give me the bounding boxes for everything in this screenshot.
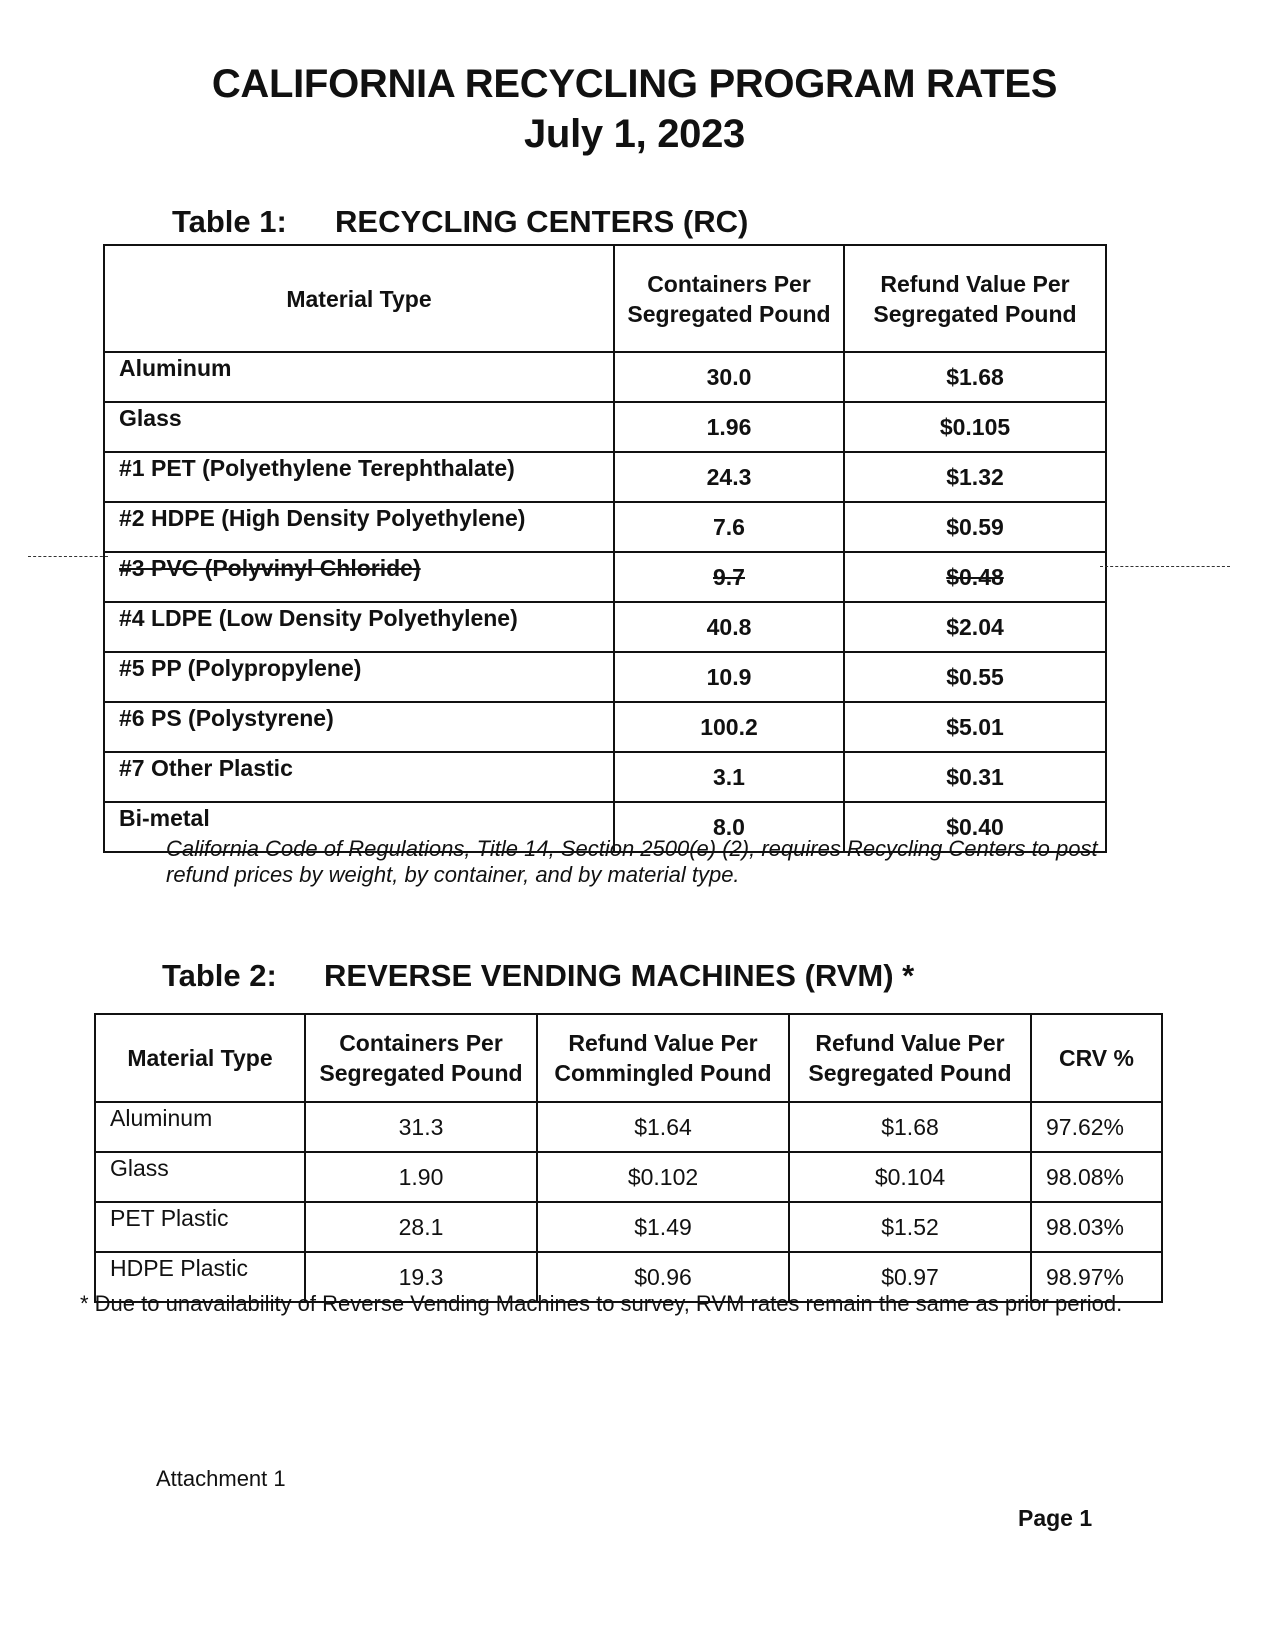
cell-text: Bi-metal	[119, 805, 210, 831]
refund-cell	[844, 452, 1106, 502]
table1-name: RECYCLING CENTERS (RC)	[335, 204, 749, 239]
containers-cell	[614, 402, 844, 452]
column-header: Material Type	[95, 1014, 305, 1102]
column-header: Material Type	[104, 245, 614, 352]
document-date: July 1, 2023	[523, 112, 745, 156]
column-header: Containers Per Segregated Pound	[305, 1014, 537, 1102]
containers-cell	[614, 502, 844, 552]
material-cell	[104, 502, 614, 552]
table-row	[104, 402, 1106, 452]
crv-cell: 98.08%	[1031, 1152, 1162, 1202]
material-cell: Aluminum	[95, 1102, 305, 1152]
material-cell	[104, 402, 614, 452]
material-cell: Glass	[95, 1152, 305, 1202]
cell-text: #7 Other Plastic	[119, 755, 293, 781]
cell-text: 10.9	[706, 663, 752, 690]
containers-cell	[614, 652, 844, 702]
material-cell	[104, 452, 614, 502]
table-header-row	[95, 1014, 1162, 1102]
table-row	[104, 352, 1106, 402]
segregated-cell: $0.104	[789, 1152, 1031, 1202]
cell-text: Glass	[119, 405, 182, 431]
document-title: CALIFORNIA RECYCLING PROGRAM RATES	[211, 62, 1058, 106]
refund-cell	[844, 752, 1106, 802]
cell-text: 24.3	[706, 463, 752, 490]
cell-text: #4 LDPE (Low Density Polyethylene)	[119, 605, 518, 631]
cell-text: #5 PP (Polypropylene)	[119, 655, 362, 681]
cell-text: $0.55	[946, 663, 1004, 690]
crv-cell: 97.62%	[1031, 1102, 1162, 1152]
material-cell: HDPE Plastic	[95, 1252, 305, 1302]
cell-text: #6 PS (Polystyrene)	[119, 705, 334, 731]
column-header: Refund Value Per Commingled Pound	[537, 1014, 789, 1102]
cell-text: Aluminum	[119, 355, 232, 381]
cell-text: $0.31	[946, 763, 1004, 790]
cell-text: 9.7	[713, 563, 745, 590]
commingled-cell: $1.64	[537, 1102, 789, 1152]
strike-mark	[28, 556, 108, 557]
refund-cell	[844, 602, 1106, 652]
containers-cell	[614, 552, 844, 602]
material-cell: PET Plastic	[95, 1202, 305, 1252]
refund-cell	[844, 402, 1106, 452]
table2-name: REVERSE VENDING MACHINES (RVM) *	[324, 958, 915, 993]
containers-cell: 1.90	[305, 1152, 537, 1202]
table-row	[104, 602, 1106, 652]
material-cell	[104, 602, 614, 652]
table1-note: California Code of Regulations, Title 14, Section 2500(e) (2), requires Recycling Centers to post refund prices by weight, by container, and by material type.	[166, 836, 1098, 887]
material-cell	[104, 702, 614, 752]
cell-text: $5.01	[946, 713, 1004, 740]
material-cell	[104, 752, 614, 802]
containers-cell: 19.3	[305, 1252, 537, 1302]
refund-cell	[844, 552, 1106, 602]
segregated-cell: $1.68	[789, 1102, 1031, 1152]
table-row	[104, 552, 1106, 602]
cell-text: $0.105	[939, 413, 1011, 440]
table-row	[104, 652, 1106, 702]
material-cell	[104, 552, 614, 602]
containers-cell	[614, 352, 844, 402]
recycling-centers-table	[103, 244, 1107, 853]
containers-cell	[614, 752, 844, 802]
cell-text: 40.8	[706, 613, 752, 640]
attachment-label: Attachment 1	[156, 1466, 286, 1491]
cell-text: 1.96	[706, 413, 752, 440]
refund-cell	[844, 352, 1106, 402]
column-header: Refund Value Per Segregated Pound	[844, 245, 1106, 352]
commingled-cell: $0.102	[537, 1152, 789, 1202]
table-row	[95, 1202, 1162, 1252]
table-header-row	[104, 245, 1106, 352]
column-header: Containers Per Segregated Pound	[614, 245, 844, 352]
table-row	[104, 702, 1106, 752]
cell-text: 30.0	[706, 363, 752, 390]
refund-cell	[844, 652, 1106, 702]
column-header: Refund Value Per Segregated Pound	[789, 1014, 1031, 1102]
cell-text: #1 PET (Polyethylene Terephthalate)	[119, 455, 515, 481]
table-row	[104, 502, 1106, 552]
material-cell	[104, 652, 614, 702]
crv-cell: 98.97%	[1031, 1252, 1162, 1302]
table-row	[95, 1152, 1162, 1202]
table1-label: Table 1:	[172, 204, 287, 239]
material-cell	[104, 352, 614, 402]
commingled-cell: $0.96	[537, 1252, 789, 1302]
containers-cell	[614, 702, 844, 752]
cell-text: $0.59	[946, 513, 1004, 540]
table-row	[95, 1102, 1162, 1152]
cell-text: $0.40	[946, 813, 1004, 840]
containers-cell	[614, 452, 844, 502]
cell-text: 100.2	[700, 713, 758, 740]
strike-mark	[1100, 566, 1230, 567]
cell-text: $2.04	[946, 613, 1004, 640]
crv-cell: 98.03%	[1031, 1202, 1162, 1252]
page-number: Page 1	[1018, 1505, 1093, 1531]
cell-text: 7.6	[713, 513, 745, 540]
cell-text: 3.1	[713, 763, 745, 790]
column-header: CRV %	[1031, 1014, 1162, 1102]
table2-footnote: * Due to unavailability of Reverse Vending Machines to survey, RVM rates remain the same as prior period.	[80, 1291, 1123, 1316]
segregated-cell: $0.97	[789, 1252, 1031, 1302]
cell-text: $1.68	[946, 363, 1004, 390]
cell-text: #2 HDPE (High Density Polyethylene)	[119, 505, 526, 531]
table1-caption	[172, 204, 749, 240]
table-row	[104, 452, 1106, 502]
table-row	[104, 752, 1106, 802]
cell-text: $1.32	[946, 463, 1004, 490]
containers-cell	[614, 602, 844, 652]
cell-text: $0.48	[946, 563, 1004, 590]
table2-label: Table 2:	[162, 958, 277, 993]
reverse-vending-machines-table	[94, 1013, 1163, 1303]
table2-caption	[162, 958, 915, 994]
segregated-cell: $1.52	[789, 1202, 1031, 1252]
refund-cell	[844, 502, 1106, 552]
cell-text: 8.0	[713, 813, 745, 840]
refund-cell	[844, 702, 1106, 752]
containers-cell: 31.3	[305, 1102, 537, 1152]
commingled-cell: $1.49	[537, 1202, 789, 1252]
cell-text: #3 PVC (Polyvinyl Chloride)	[119, 555, 421, 581]
containers-cell: 28.1	[305, 1202, 537, 1252]
